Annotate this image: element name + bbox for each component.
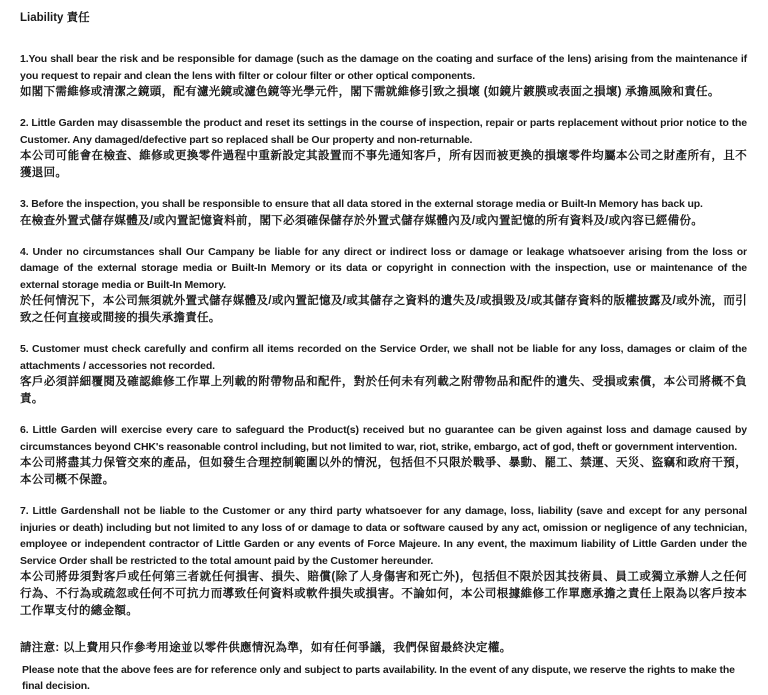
clause-4: [20, 244, 747, 328]
clause-chinese: 本公司將毋須對客戶或任何第三者就任何損害、損失、賠償(除了人身傷害和死亡外)，包括但不限於因其技術員、員工或獨立承辦人之任何行為、不行為或疏忽或任何不可抗力而導致任何資料或軟件損失或損害。不論如何，本公司根據維修工作單應承擔之責任上限為以客戶按本工作單支付的總金額。: [20, 571, 747, 617]
clause-3: [20, 196, 747, 230]
note-chinese: 請注意: 以上費用只作參考用途並以零件供應情況為準，如有任何爭議，我們保留最終決定權。: [20, 642, 512, 654]
clause-chinese: 於任何情況下，本公司無須就外置式儲存媒體及/或內置記憶及/或其儲存之資料的遺失及/或損毀及/或其儲存資料的版權披露及/或外流，而引致之任何直接或間接的損失承擔責任。: [20, 295, 747, 324]
clause-2: [20, 115, 747, 182]
clause-6: [20, 422, 747, 489]
clause-english: 3. Before the inspection, you shall be responsible to ensure that all data stored in the external storage media or Built-In Memory has back up.: [20, 198, 703, 210]
clause-chinese: 客戶必須詳細覆閱及確認維修工作單上列載的附帶物品和配件，對於任何未有列載之附帶物品和配件的遺失、受損或索償，本公司將概不負責。: [20, 376, 747, 405]
clause-1: [20, 51, 747, 101]
clause-chinese: 如閣下需維修或清潔之鏡頭，配有濾光鏡或濾色鏡等光學元件，閣下需就維修引致之損壞 (如鏡片鍍膜或表面之損壞) 承擔風險和責任。: [20, 86, 720, 98]
clause-english: 6. Little Garden will exercise every care to safeguard the Product(s) received but no guarantee can be given against loss and damage caused by circumstances beyond CHK's reasonable control including, but not limited to war, riot, strike, embargo, act of god, theft or government intervention.: [20, 424, 747, 453]
page-title: Liability 責任: [20, 12, 90, 24]
clause-chinese: 本公司可能會在檢查、維修或更換零件過程中重新設定其設置而不事先通知客戶，所有因而被更換的損壞零件均屬本公司之財產所有，且不獲退回。: [20, 150, 747, 179]
footer-note: [20, 640, 747, 695]
clause-chinese: 在檢查外置式儲存媒體及/或內置記憶資料前，閣下必須確保儲存於外置式儲存媒體內及/或內置記憶的所有資料及/或內容已經備份。: [20, 214, 704, 227]
clause-chinese: 本公司將盡其力保管交來的產品，但如發生合理控制範圍以外的情況，包括但不只限於戰爭、暴動、罷工、禁運、天災、盜竊和政府干預，本公司概不保證。: [20, 457, 747, 486]
clause-english: 7. Little Gardenshall not be liable to the Customer or any third party whatsoever for any damage, loss, liability (save and except for any personal injuries or death) including but not limited to any loss of or damage to data or software caused by any act, omission or negligence of any technician, employee or independent contractor of Little Garden or any events of Force Majeure. In any event, the maximum liability of Little Garden under the Service Order shall be restricted to the total amount paid by the Customer hereunder.: [20, 505, 747, 567]
clause-english: 5. Customer must check carefully and confirm all items recorded on the Service Order, we shall not be liable for any loss, damages or claim of the attachments / accessories not recorded.: [20, 343, 747, 372]
clause-5: [20, 341, 747, 408]
clause-english: 2. Little Garden may disassemble the product and reset its settings in the course of inspection, repair or parts replacement without prior notice to the Customer. Any damaged/defective part so replaced shall be Our property and non-returnable.: [20, 117, 747, 146]
clause-english: 1.You shall bear the risk and be responsible for damage (such as the damage on the coating and surface of the lens) arising from the maintenance if you request to repair and clean the lens with filter or colour filter or other optical components.: [20, 53, 747, 82]
clause-english: 4. Under no circumstances shall Our Campany be liable for any direct or indirect loss or damage or leakage whatsoever arising from the loss or damage of the external storage media or Built-In Memory or its data or copyright in connection with the inspection, use or maintenance of the external storage media or Built-In Memory.: [20, 245, 747, 291]
clause-7: [20, 503, 747, 620]
note-english: Please note that the above fees are for reference only and subject to parts availability. In the event of any dispute, we reserve the rights to make the final decision.: [22, 663, 735, 692]
